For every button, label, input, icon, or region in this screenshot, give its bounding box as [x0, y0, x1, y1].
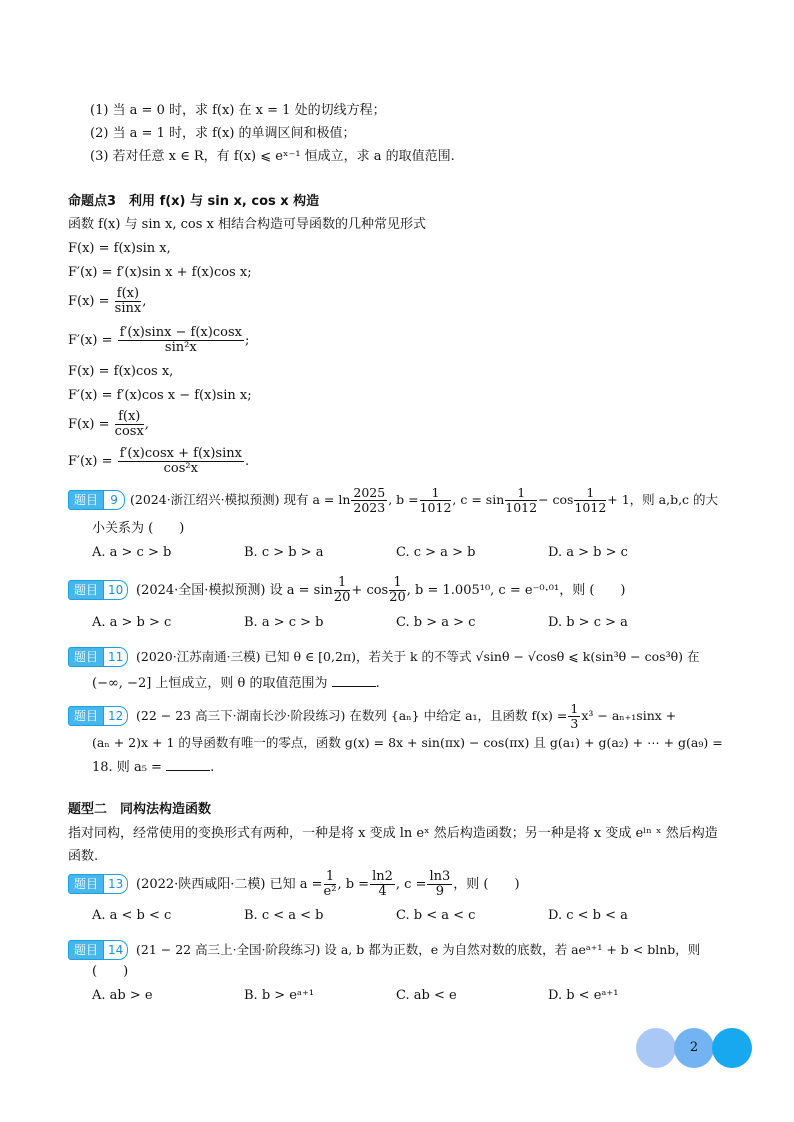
- question-tag-12: [68, 706, 128, 726]
- q10-option-b[interactable]: B. a > c > b: [244, 615, 324, 630]
- q12-text-a: (22 − 23 高三下·湖南长沙·阶段练习) 在数列 {aₙ} 中给定 a₁，且函数 f(x) =: [136, 708, 568, 723]
- q12-text-b: x³ − aₙ₊₁sinx +: [581, 708, 677, 723]
- q11-line-2: [92, 674, 380, 693]
- q12-answer-blank[interactable]: [166, 758, 210, 771]
- formula-3-lhs: F(x) =: [68, 294, 110, 309]
- formula-5: F(x) = f(x)cos x,: [68, 364, 174, 379]
- q13-frac-2-den: 4: [378, 884, 387, 899]
- q10-stem: [136, 576, 625, 605]
- q13-frac-2-num: ln2: [372, 869, 393, 884]
- q10-frac-2: [389, 576, 406, 605]
- formula-4-lhs: F′(x) =: [68, 333, 113, 348]
- q9-option-d[interactable]: D. a > b > c: [548, 545, 628, 560]
- formula-8-lhs: F′(x) =: [68, 454, 113, 469]
- formula-8-frac: [118, 447, 244, 476]
- q13-frac-3-num: ln3: [429, 869, 451, 884]
- type2-desc-2: 函数.: [68, 849, 99, 864]
- formula-6: F′(x) = f′(x)cos x − f(x)sin x;: [68, 388, 252, 403]
- q14-stem: (21 − 22 高三上·全国·阶段练习) 设 a, b 都为正数，e 为自然对数的底数，若 aeᵃ⁺¹ + b < blnb，则: [136, 942, 701, 957]
- formula-3-tail: ,: [142, 294, 147, 309]
- q9-text-c: , c = sin: [452, 492, 505, 507]
- q12-line-3-end: .: [210, 760, 215, 775]
- formula-4-den: sin²x: [164, 340, 197, 355]
- formula-4-frac: [118, 326, 244, 355]
- formula-7-den: cosx: [114, 424, 144, 439]
- q14-option-b[interactable]: B. b > eᵃ⁺¹: [244, 988, 315, 1003]
- formula-7-lhs: F(x) =: [68, 417, 110, 432]
- q10-text-c: , b = 1.005¹⁰, c = e⁻⁰·⁰¹，则 ( ): [406, 583, 626, 598]
- q13-frac-1: [324, 870, 337, 899]
- q9-frac-2: [420, 486, 452, 515]
- question-tag-label: 题目: [68, 874, 104, 894]
- page-number: 2: [689, 1040, 699, 1055]
- question-number: 13: [104, 874, 128, 894]
- section3-desc: 函数 f(x) 与 sin x, cos x 相结合构造可导函数的几种常见形式: [68, 217, 426, 232]
- question-tag-label: 题目: [68, 940, 104, 960]
- q13-frac-1-num: 1: [324, 870, 337, 885]
- q13-text-b: , b =: [337, 877, 370, 892]
- q9-frac-1-num: 2025: [353, 485, 386, 500]
- q9-stem: [130, 486, 718, 515]
- q11-answer-blank[interactable]: [332, 674, 376, 687]
- q9-text-d: − cos: [538, 492, 574, 507]
- formula-7-frac: [115, 410, 144, 439]
- formula-3-frac: [115, 287, 142, 316]
- formula-8-tail: .: [244, 454, 250, 469]
- formula-8-num: f′(x)cosx + f(x)sinx: [119, 446, 242, 461]
- q10-text-b: + cos: [351, 583, 389, 598]
- q13-frac-3-den: 9: [435, 884, 445, 899]
- q14-option-a[interactable]: A. ab > e: [92, 988, 153, 1003]
- q9-frac-3-num: 1: [505, 486, 537, 501]
- q9-frac-1: [351, 486, 387, 515]
- q13-option-c[interactable]: C. b < a < c: [396, 908, 476, 923]
- q12-stem: [136, 702, 676, 731]
- question-number: 10: [104, 580, 128, 600]
- question-number: 14: [104, 940, 128, 960]
- q9-text-a: (2024·浙江绍兴·模拟预测) 现有 a = ln: [130, 492, 351, 507]
- q9-option-b[interactable]: B. c > b > a: [244, 545, 324, 560]
- q14-option-c[interactable]: C. ab < e: [396, 988, 457, 1003]
- q10-option-c[interactable]: C. b > a > c: [396, 615, 476, 630]
- q10-option-a[interactable]: A. a > b > c: [92, 615, 172, 630]
- intro-line-2: (2) 当 a = 1 时，求 f(x) 的单调区间和极值；: [90, 126, 356, 141]
- q10-frac-1-den: 20: [333, 590, 351, 605]
- type2-desc-1: 指对同构，经常使用的变换形式有两种，一种是将 x 变成 ln eˣ 然后构造函数；另一种是将 x 变成 eˡⁿ ˣ 然后构造: [68, 826, 718, 841]
- formula-4: [68, 326, 249, 355]
- q9-frac-4-num: 1: [574, 486, 606, 501]
- q14-option-d[interactable]: D. b < eᵃ⁺¹: [548, 988, 619, 1003]
- question-tag-14: [68, 940, 128, 960]
- q9-option-c[interactable]: C. c > a > b: [396, 545, 476, 560]
- q10-frac-2-den: 20: [389, 590, 406, 605]
- q13-option-d[interactable]: D. c < b < a: [548, 908, 628, 923]
- question-tag-10: [68, 580, 128, 600]
- q10-frac-1-num: 1: [334, 576, 351, 591]
- q9-frac-2-num: 1: [420, 486, 452, 501]
- page-number-badge: [636, 1028, 752, 1068]
- q12-line-3: [92, 758, 214, 777]
- q13-frac-2: [370, 870, 395, 899]
- formula-7: [68, 410, 149, 439]
- q13-option-a[interactable]: A. a < b < c: [92, 908, 172, 923]
- question-tag-9: [68, 490, 125, 510]
- question-number: 9: [104, 490, 125, 510]
- q13-frac-1-den: e²: [323, 884, 337, 899]
- intro-line-1: (1) 当 a = 0 时，求 f(x) 在 x = 1 处的切线方程；: [90, 103, 386, 118]
- question-number: 11: [104, 647, 128, 667]
- q9-text-e: + 1，则 a,b,c 的大: [607, 492, 719, 507]
- question-number: 12: [104, 706, 128, 726]
- q9-option-a[interactable]: A. a > c > b: [92, 545, 172, 560]
- formula-8-den: cos²x: [163, 461, 198, 476]
- q11-line-2-end: .: [375, 676, 380, 691]
- q10-option-d[interactable]: D. b > c > a: [548, 615, 628, 630]
- q13-text-c: , c =: [395, 877, 427, 892]
- formula-3-den: sinx: [114, 301, 142, 316]
- q13-text-a: (2022·陕西咸阳·二模) 已知 a =: [136, 877, 323, 892]
- type2-title: 题型二 同构法构造函数: [68, 802, 212, 817]
- q12-frac-1-den: 3: [570, 716, 579, 731]
- q12-frac-1: [568, 702, 580, 731]
- q12-line-2: (aₙ + 2)x + 1 的导函数有唯一的零点，函数 g(x) = 8x + sin(πx) − cos(πx) 且 g(a₁) + g(a₂) + ⋯ + g(a₉) =: [92, 735, 723, 750]
- formula-7-num: f(x): [115, 410, 144, 425]
- q12-frac-1-num: 1: [570, 701, 579, 716]
- question-tag-13: [68, 874, 128, 894]
- question-tag-11: [68, 647, 128, 667]
- q9-frac-4-den: 1012: [574, 500, 607, 515]
- question-tag-label: 题目: [68, 490, 104, 510]
- formula-3-num: f(x): [115, 287, 142, 302]
- question-tag-label: 题目: [68, 580, 104, 600]
- formula-1: F(x) = f(x)sin x,: [68, 241, 171, 256]
- q10-text-a: (2024·全国·模拟预测) 设 a = sin: [136, 583, 333, 598]
- q11-stem: (2020·江苏南通·三模) 已知 θ ∈ [0,2π)，若关于 k 的不等式 √sinθ − √cosθ ⩽ k(sin³θ − cos³θ) 在: [136, 649, 700, 664]
- section3-title: 命题点3 利用 f(x) 与 sin x, cos x 构造: [68, 194, 320, 209]
- q12-line-3-text: 18. 则 a₅ =: [92, 760, 162, 775]
- question-tag-label: 题目: [68, 706, 104, 726]
- formula-8: [68, 447, 249, 476]
- q11-line-2-text: (−∞, −2] 上恒成立，则 θ 的取值范围为: [92, 676, 328, 691]
- q10-frac-2-num: 1: [389, 576, 406, 591]
- q9-text-b: , b =: [388, 492, 419, 507]
- q9-frac-3: [505, 486, 537, 515]
- q9-frac-2-den: 1012: [419, 500, 452, 515]
- page-dot-right: [712, 1028, 752, 1068]
- q13-option-b[interactable]: B. c < a < b: [244, 908, 324, 923]
- formula-4-num: f′(x)sinx − f(x)cosx: [119, 325, 242, 340]
- q13-stem: [136, 870, 520, 899]
- formula-2: F′(x) = f′(x)sin x + f(x)cos x;: [68, 265, 252, 280]
- q10-frac-1: [334, 576, 351, 605]
- question-tag-label: 题目: [68, 647, 104, 667]
- formula-4-tail: ;: [244, 333, 250, 348]
- formula-3: [68, 287, 146, 316]
- q9-frac-4: [574, 486, 606, 515]
- q9-frac-1-den: 2023: [353, 500, 386, 515]
- page-dot-left: [636, 1028, 676, 1068]
- q13-frac-3: [427, 870, 452, 899]
- q13-text-d: ，则 ( ): [453, 877, 520, 892]
- q14-line-2: ( ): [92, 964, 129, 979]
- intro-line-3: (3) 若对任意 x ∈ R，有 f(x) ⩽ eˣ⁻¹ 恒成立，求 a 的取值范围.: [90, 149, 455, 164]
- formula-7-tail: ,: [144, 417, 149, 432]
- q9-frac-3-den: 1012: [505, 500, 538, 515]
- q9-line-2: 小关系为 ( ): [92, 521, 185, 536]
